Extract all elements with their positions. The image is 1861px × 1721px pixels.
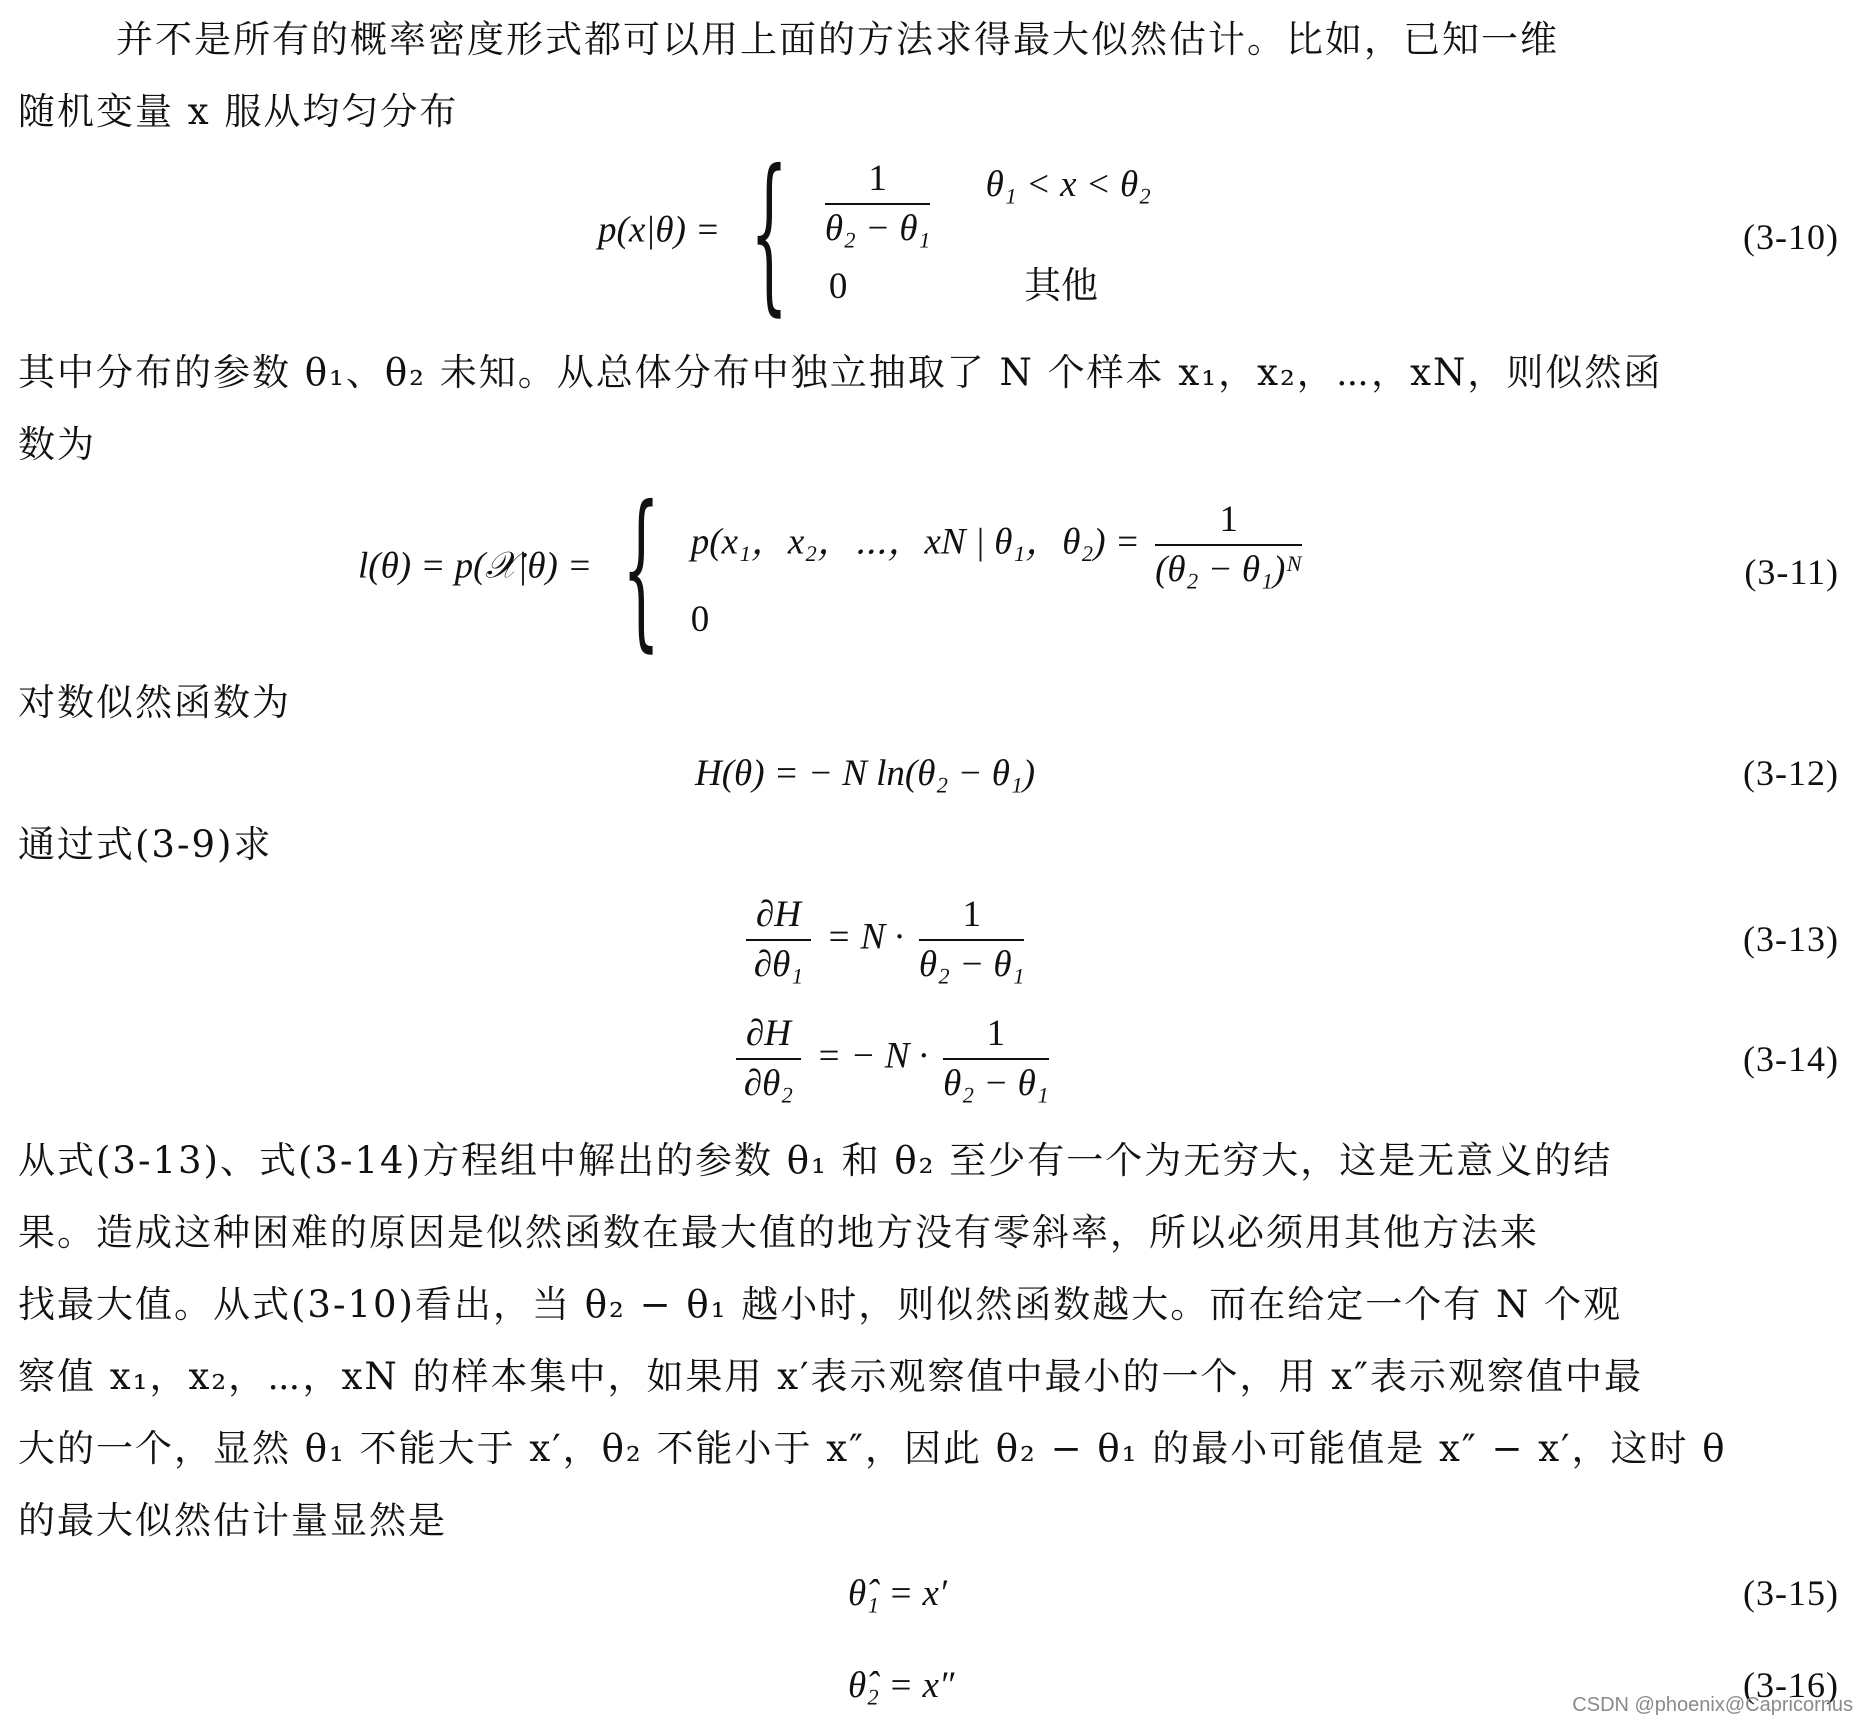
paragraph-derivative-intro bbox=[18, 809, 1844, 881]
case-row bbox=[691, 498, 1309, 592]
equation-3-11 bbox=[358, 470, 1308, 668]
equation-3-12: H(θ) = − N ln(θ₂ − θ₁) bbox=[695, 753, 1036, 794]
equation-number: (3-13) bbox=[1743, 919, 1839, 959]
paragraph-uniform-intro bbox=[18, 4, 1844, 148]
text-line: 的最大似然估计量显然是 bbox=[18, 1499, 447, 1542]
denominator: θ₂ − θ₁ bbox=[824, 208, 931, 249]
equation-3-10 bbox=[598, 134, 1152, 332]
numerator: ∂H bbox=[746, 893, 811, 941]
text-line: 从式(3-13)、式(3-14)方程组中解出的参数 θ₁ 和 θ₂ 至少有一个为无穷大，这是无意义的结 bbox=[18, 1139, 1613, 1182]
equation-3-15: θ̂₁ = x′ bbox=[848, 1573, 948, 1614]
denominator: ∂θ₂ bbox=[743, 1063, 794, 1104]
denominator: ∂θ₁ bbox=[753, 944, 804, 985]
equation-3-16: θ̂₂ = x″ bbox=[848, 1665, 955, 1706]
numerator: ∂H bbox=[736, 1012, 801, 1060]
text-line: 果。造成这种困难的原因是似然函数在最大值的地方没有零斜率，所以必须用其他方法来 bbox=[18, 1211, 1539, 1254]
paragraph-log-likelihood bbox=[18, 667, 1844, 739]
left-brace: { bbox=[750, 134, 789, 332]
case-expression: p(x₁，x₂，⋯，xN | θ₁，θ₂) = bbox=[690, 520, 1140, 562]
numerator: 1 bbox=[919, 893, 1025, 941]
fraction bbox=[943, 1012, 1049, 1106]
text-line: 察值 x₁，x₂，⋯，xN 的样本集中，如果用 x′表示观察值中最小的一个，用 x″表示观察值中最 bbox=[18, 1355, 1643, 1398]
denominator: θ₂ − θ₁ bbox=[918, 944, 1025, 985]
fraction bbox=[736, 1012, 801, 1106]
equation-operator: = − N · bbox=[816, 1035, 928, 1077]
numerator: 1 bbox=[943, 1012, 1049, 1060]
denominator: (θ₂ − θ₁)ᴺ bbox=[1155, 548, 1303, 590]
fraction bbox=[919, 893, 1025, 987]
text-line: 找最大值。从式(3-10)看出，当 θ₂ − θ₁ 越小时，则似然函数越大。而在给定一个有 N 个观 bbox=[18, 1283, 1623, 1326]
text-line: 随机变量 x 服从均匀分布 bbox=[18, 90, 459, 133]
equation-number: (3-11) bbox=[1744, 552, 1839, 592]
case-row bbox=[819, 255, 1151, 309]
text-line: 对数似然函数为 bbox=[18, 681, 291, 724]
case-value: 0 bbox=[828, 266, 848, 307]
watermark: CSDN @phoenix@Capricornus bbox=[1572, 1694, 1853, 1716]
equation-operator: = N · bbox=[826, 916, 904, 958]
equation-3-13 bbox=[740, 893, 1030, 987]
equation-number: (3-16) bbox=[1743, 1665, 1839, 1705]
case-condition: θ₁ < x < θ₂ bbox=[985, 164, 1152, 205]
text-line: 大的一个，显然 θ₁ 不能大于 x′，θ₂ 不能小于 x″，因此 θ₂ − θ₁ 的最小可能值是 x″ − x′，这时 θ bbox=[18, 1427, 1727, 1470]
numerator: 1 bbox=[1155, 498, 1302, 546]
text-line: 并不是所有的概率密度形式都可以用上面的方法求得最大似然估计。比如，已知一维 bbox=[116, 18, 1559, 61]
fraction bbox=[1155, 498, 1302, 592]
paragraph-likelihood-intro bbox=[18, 337, 1844, 481]
denominator: θ₂ − θ₁ bbox=[943, 1063, 1049, 1104]
text-line: 数为 bbox=[18, 423, 96, 466]
cases-block bbox=[691, 498, 1309, 641]
case-value: 0 bbox=[690, 598, 710, 640]
cases-block bbox=[819, 157, 1151, 309]
fraction bbox=[825, 157, 931, 251]
equation-number: (3-10) bbox=[1743, 217, 1839, 257]
text-line: 通过式(3-9)求 bbox=[18, 823, 273, 866]
case-row bbox=[819, 157, 1151, 251]
equation-lhs: l(θ) = p(𝒳|θ) = bbox=[358, 545, 593, 587]
case-condition: 其他 bbox=[1024, 264, 1099, 307]
equation-lhs: p(x|θ) = bbox=[598, 209, 721, 251]
numerator: 1 bbox=[825, 157, 931, 205]
equation-number: (3-15) bbox=[1743, 1573, 1839, 1613]
fraction bbox=[746, 893, 811, 987]
left-brace: { bbox=[622, 470, 661, 668]
paragraph-explanation bbox=[18, 1125, 1844, 1557]
equation-number: (3-14) bbox=[1743, 1039, 1839, 1079]
equation-3-14 bbox=[730, 1012, 1055, 1106]
text-line: 其中分布的参数 θ₁、θ₂ 未知。从总体分布中独立抽取了 N 个样本 x₁，x₂，⋯，xN，则似然函 bbox=[18, 351, 1663, 394]
equation-number: (3-12) bbox=[1743, 753, 1839, 793]
